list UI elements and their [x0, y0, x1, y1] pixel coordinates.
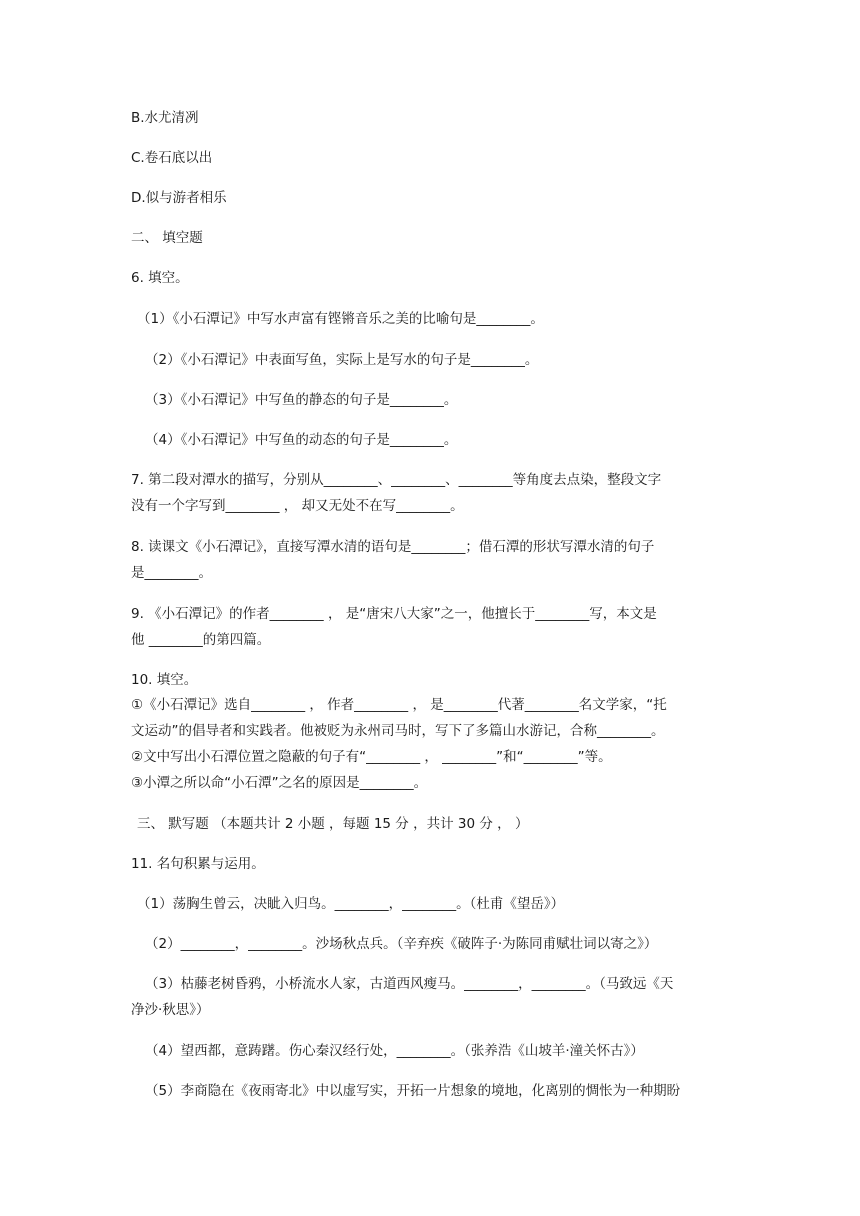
question-8-line-1: 8. 读课文《小石潭记》，直接写潭水清的语句是________；借石潭的形状写潭水清的句子 — [131, 539, 655, 555]
question-10-item-2: ②文中写出小石潭位置之隐蔽的句子有“________ ， ________”和“________”等。 — [131, 749, 612, 765]
question-10-item-1-line-2: 文运动”的倡导者和实践者。他被贬为永州司马时，写下了多篇山水游记，合称________。 — [131, 723, 665, 739]
option-c: C.卷石底以出 — [131, 150, 213, 166]
question-6-item-1: （1）《小石潭记》中写水声富有铿锵音乐之美的比喻句是________。 — [137, 311, 544, 327]
question-11-title: 11. 名句积累与运用。 — [131, 856, 265, 872]
question-6-item-3: （3）《小石潭记》中写鱼的静态的句子是________。 — [145, 392, 458, 408]
question-11-item-5: （5）李商隐在《夜雨寄北》中以虚写实，开拓一片想象的境地，化离别的惆怅为一种期盼 — [145, 1083, 681, 1099]
section-heading-fill-in: 二、 填空题 — [131, 230, 203, 246]
question-11-item-1: （1）荡胸生曾云，决眦入归鸟。________，________。（杜甫《望岳》） — [137, 896, 565, 912]
question-11-item-2: （2）________，________。沙场秋点兵。（辛弃疾《破阵子·为陈同甫赋壮词以寄之》） — [145, 936, 658, 952]
question-9-line-1: 9. 《小石潭记》的作者________ ， 是“唐宋八大家”之一，他擅长于________写，本文是 — [131, 606, 657, 622]
option-d: D.似与游者相乐 — [131, 190, 227, 206]
question-6-item-4: （4）《小石潭记》中写鱼的动态的句子是________。 — [145, 432, 458, 448]
question-10-title: 10. 填空。 — [131, 672, 198, 688]
question-10-item-3: ③小潭之所以命“小石潭”之名的原因是________。 — [131, 775, 428, 791]
question-8-line-2: 是________。 — [131, 565, 212, 581]
question-11-item-3-line-1: （3）枯藤老树昏鸦，小桥流水人家，古道西风瘦马。________，________。（马致远《天 — [145, 976, 674, 992]
question-9-line-2: 他 ________的第四篇。 — [131, 632, 271, 648]
question-11-item-3-line-2: 净沙·秋思》） — [131, 1002, 210, 1018]
question-11-item-4: （4）望西都，意踌躇。伤心秦汉经行处，________。（张养浩《山坡羊·潼关怀古》） — [145, 1043, 644, 1059]
question-6-item-2: （2）《小石潭记》中表面写鱼，实际上是写水的句子是________。 — [145, 352, 539, 368]
question-7-line-1: 7. 第二段对潭水的描写，分别从________、________、________等角度去点染，整段文字 — [131, 472, 662, 488]
question-10-item-1-line-1: ①《小石潭记》选自________ ， 作者________ ， 是________代著________名文学家，“托 — [131, 697, 667, 713]
option-b: B.水尤清冽 — [131, 110, 199, 126]
question-7-line-2: 没有一个字写到________ ， 却又无处不在写________。 — [131, 498, 464, 514]
question-6-title: 6. 填空。 — [131, 270, 189, 286]
section-heading-dictation: 三、 默写题 （本题共计 2 小题 ，每题 15 分 ，共计 30 分 ， ） — [137, 816, 529, 832]
